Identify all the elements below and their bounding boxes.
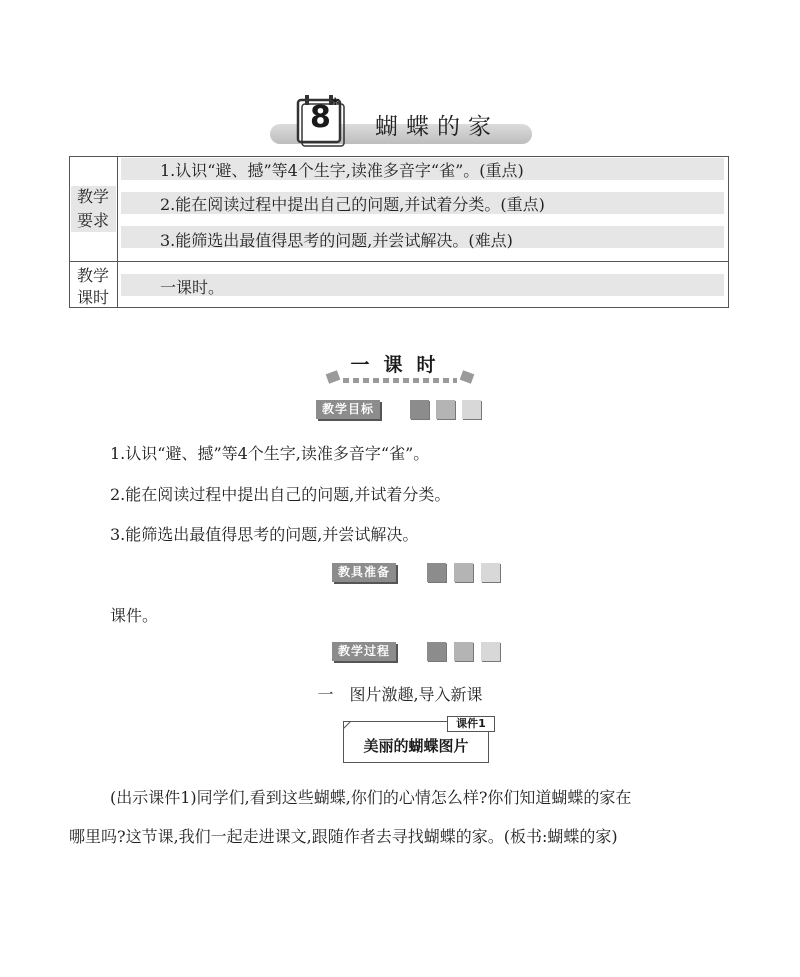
courseware-tag: 课件1 [447,716,495,732]
tag-square [481,563,500,582]
lesson-title: 蝴蝶的家 [375,114,499,140]
requirements-label-b: 要求 [76,211,109,230]
lesson-star: * [331,94,340,113]
goal-item-2: 2.能在阅读过程中提出自己的问题,并试着分类。 [110,485,451,504]
prep-tag: 教具准备 [332,563,396,582]
requirement-item-2: 2.能在阅读过程中提出自己的问题,并试着分类。(重点) [160,195,545,214]
hours-label-a: 教学 [76,266,109,285]
tag-square [410,400,429,419]
paragraph-line-2: 哪里吗?这节课,我们一起走进课文,跟随作者去寻找蝴蝶的家。(板书:蝴蝶的家) [69,827,618,846]
lesson-number: 8 [310,100,331,135]
tag-square [427,642,446,661]
tag-square [481,642,500,661]
section-title: 一课时 [350,354,450,376]
paragraph-line-1: (出示课件1)同学们,看到这些蝴蝶,你们的心情怎么样?你们知道蝴蝶的家在 [110,788,632,807]
tag-square [462,400,481,419]
prep-text: 课件。 [110,606,159,625]
tag-square [454,563,473,582]
section-title-decoration [325,370,475,390]
requirement-item-1: 1.认识“避、撼”等4个生字,读准多音字“雀”。(重点) [160,161,524,180]
requirements-label-a: 教学 [76,187,109,206]
hours-label-b: 课时 [76,288,109,307]
courseware-title: 美丽的蝴蝶图片 [363,737,469,755]
goals-tag: 教学目标 [316,400,380,419]
requirements-column-divider [117,157,118,307]
step-title: 一 图片激趣,导入新课 [317,685,483,704]
goal-item-1: 1.认识“避、撼”等4个生字,读准多音字“雀”。 [110,444,430,463]
hours-value: 一课时。 [160,278,225,297]
requirement-item-3: 3.能筛选出最值得思考的问题,并尝试解决。(难点) [160,231,513,250]
process-tag: 教学过程 [332,642,396,661]
tag-square [454,642,473,661]
tag-square [427,563,446,582]
goal-item-3: 3.能筛选出最值得思考的问题,并尝试解决。 [110,525,419,544]
tag-square [436,400,455,419]
